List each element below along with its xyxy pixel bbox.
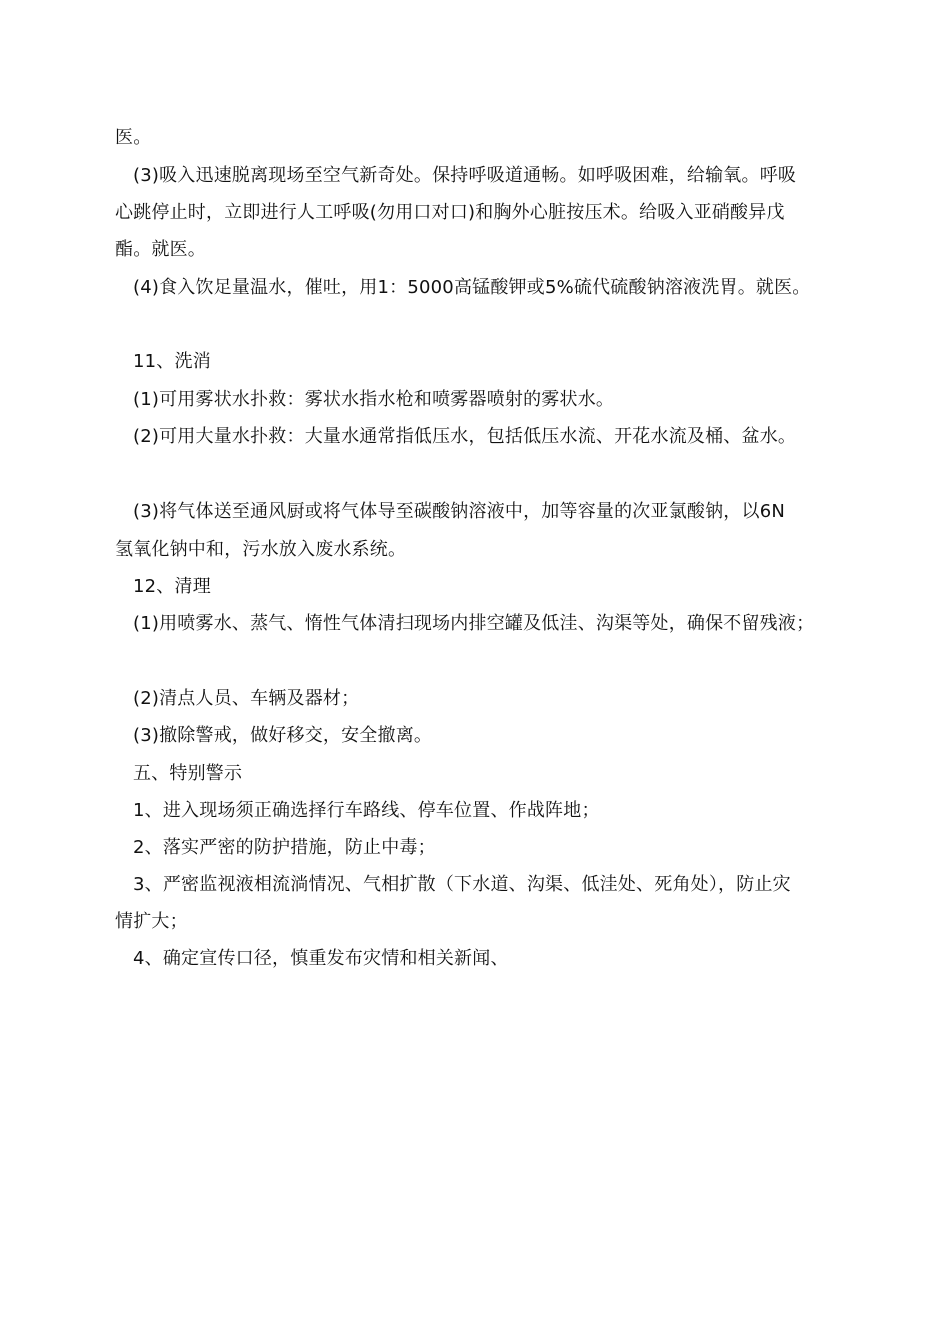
text-line: (2)可用大量水扑救：大量水通常指低压水，包括低压水流、开花水流及桶、盆水。 xyxy=(133,426,797,447)
section-heading: 11、洗消 xyxy=(133,351,211,372)
text-line: (4)食入饮足量温水，催吐，用1：5000高锰酸钾或5%硫代硫酸钠溶液洗胃。就医。 xyxy=(133,277,811,298)
text-line: 心跳停止时，立即进行人工呼吸(勿用口对口)和胸外心脏按压术。给吸入亚硝酸异戊 xyxy=(115,202,785,223)
text-line: 医。 xyxy=(115,127,152,148)
text-line: 1、进入现场须正确选择行车路线、停车位置、作战阵地； xyxy=(133,800,600,821)
text-line: 2、落实严密的防护措施，防止中毒； xyxy=(133,837,436,858)
text-line: (2)清点人员、车辆及器材； xyxy=(133,688,360,709)
text-line: 3、严密监视液相流淌情况、气相扩散（下水道、沟渠、低洼处、死角处），防止灾 xyxy=(133,874,791,895)
text-line: (3)撤除警戒，做好移交，安全撤离。 xyxy=(133,725,433,746)
text-line: 酯。就医。 xyxy=(115,239,206,260)
text-line: 情扩大； xyxy=(115,911,188,932)
text-line: (1)用喷雾水、蒸气、惰性气体清扫现场内排空罐及低洼、沟渠等处，确保不留残液； xyxy=(133,613,815,634)
text-line: 氢氧化钠中和，污水放入废水系统。 xyxy=(115,539,407,560)
section-heading: 五、特别警示 xyxy=(133,763,243,784)
text-line: (3)吸入迅速脱离现场至空气新奇处。保持呼吸道通畅。如呼吸困难，给输氧。呼吸 xyxy=(133,165,797,186)
text-line: (3)将气体送至通风厨或将气体导至碳酸钠溶液中，加等容量的次亚氯酸钠，以6N xyxy=(133,501,786,522)
text-line: 4、确定宣传口径，慎重发布灾情和相关新闻、 xyxy=(133,948,509,969)
section-heading: 12、清理 xyxy=(133,576,211,597)
text-line: (1)可用雾状水扑救：雾状水指水枪和喷雾器喷射的雾状水。 xyxy=(133,389,615,410)
